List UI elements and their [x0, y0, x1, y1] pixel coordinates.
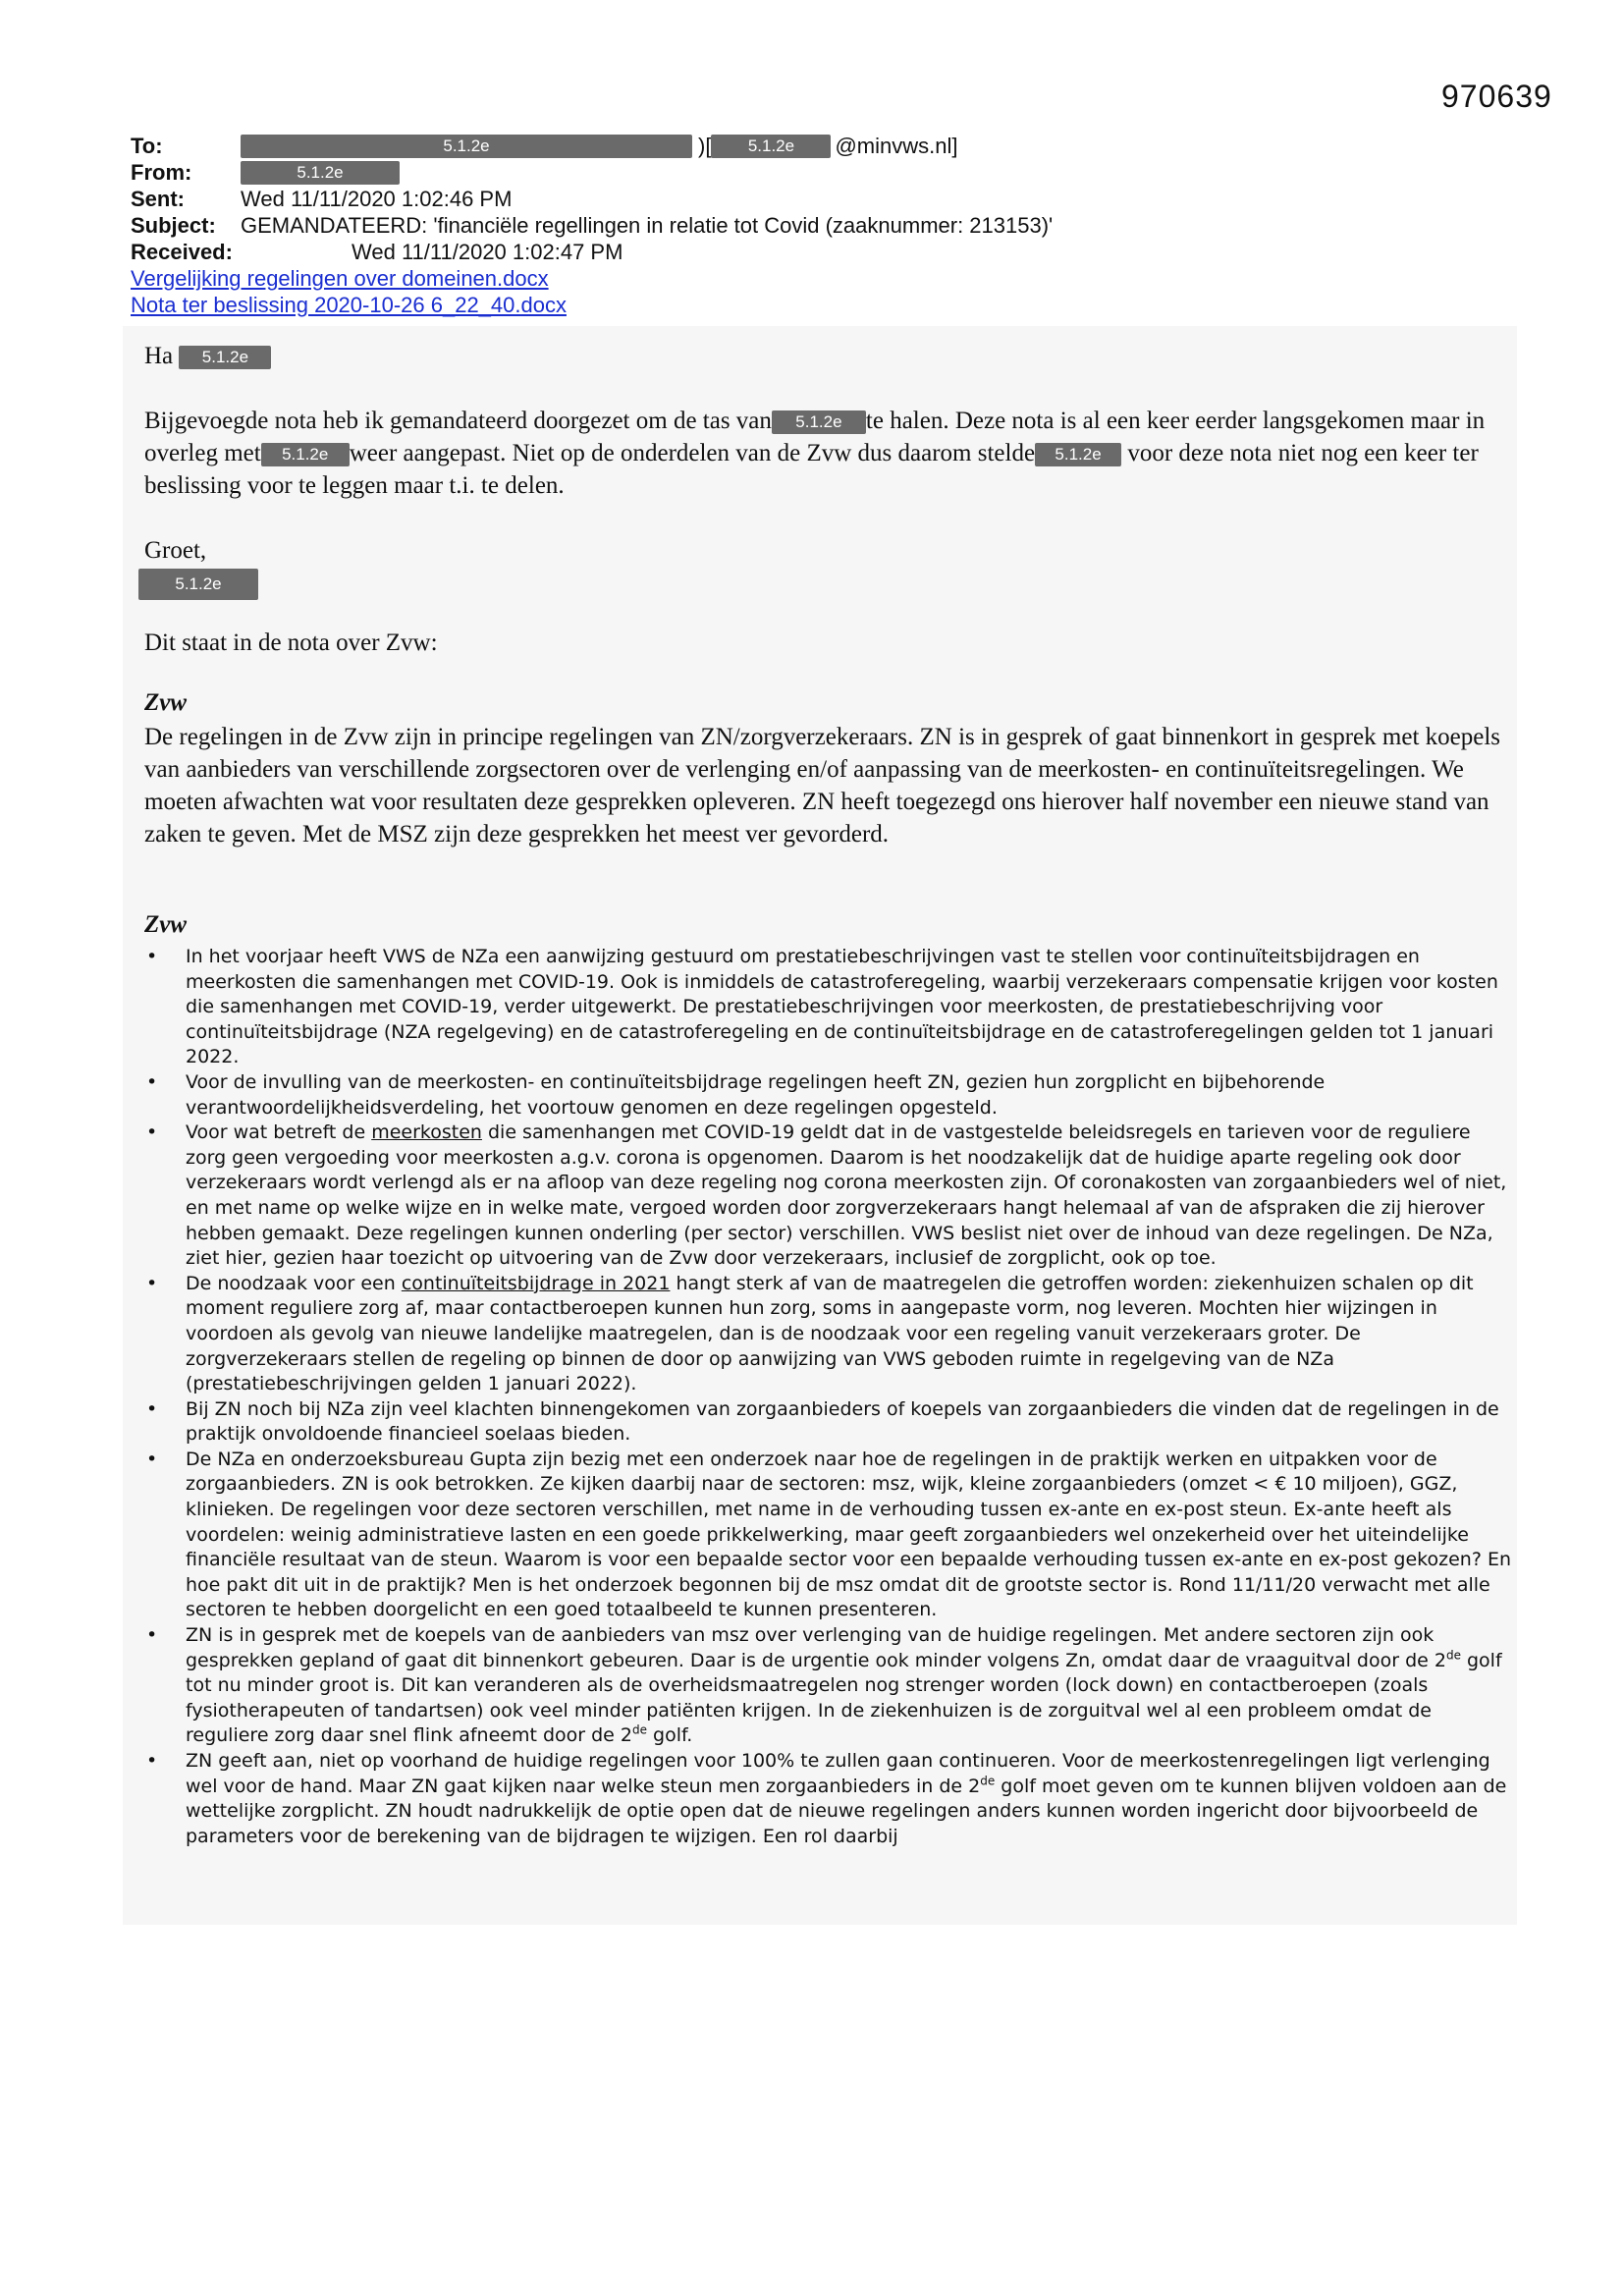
list-item: • Voor de invulling van de meerkosten- en continuïteitsbijdrage regelingen heeft ZN, gezien hun zorgplicht en bijbehorende verantwoordelijkheidsverdeling, het voortouw genomen en deze regelingen opgesteld.: [146, 1070, 1326, 1119]
list-item-text: hangt sterk af van de maatregelen die getroffen worden: ziekenhuizen schalen op dit moment reguliere zorg af, maar contactberoepen kunnen hun zorg, soms in aangepaste vorm, nog leveren. Mochten hier wijzingen in voordoen als gevolg van nieuwe landelijke maatregelen, dan is de noodzaak voor een regeling vanuit verzekeraars groter. De zorgverzekeraars stellen de regeling op binnen de door op aanwijzing van VWS geboden ruimte in regelgeving van de NZa (prestatiebeschrijvingen gelden 1 januari 2022).: [186, 1272, 1474, 1395]
list-item-text: ZN geeft aan, niet op voorhand de huidige regelingen voor 100% te zullen gaan continueren. Voor de meerkostenregelingen ligt verlenging wel voor de hand. Maar ZN gaat kijken naar welke steun men zorgaanbieders in de 2: [186, 1750, 1490, 1797]
underlined-term: continuïteitsbijdrage in 2021: [401, 1272, 671, 1294]
list-item-text: Voor de invulling van de meerkosten- en continuïteitsbijdrage regelingen heeft ZN, gezien hun zorgplicht en bijbehorende verantwoordelijkheidsverdeling, het voortouw genomen en deze regelingen opgesteld.: [186, 1070, 1326, 1119]
list-item: • Bij ZN noch bij NZa zijn veel klachten binnengekomen van zorgaanbieders of koepels van zorgaanbieders die vinden dat de regelingen in de praktijk onvoldoende financieel soelaas bieden.: [146, 1397, 1499, 1446]
section-title: Zvw: [144, 911, 188, 938]
received-value: Wed 11/11/2020 1:02:47 PM: [352, 240, 623, 264]
list-item-text: Bij ZN noch bij NZa zijn veel klachten binnengekomen van zorgaanbieders of koepels van zorgaanbieders die vinden dat de regelingen in de praktijk onvoldoende financieel soelaas bieden.: [186, 1397, 1499, 1446]
greeting-text: Ha: [144, 343, 174, 369]
subject-row: [131, 212, 1053, 239]
list-item-text: die samenhangen met COVID-19 geldt dat in de vastgestelde beleidsregels en tarieven voor de reguliere zorg geen vergoeding voor meerkosten a.g.v. corona is opgenomen. Daarom is het noodzakelijk dat de huidige aparte regeling ook door verzekeraars wordt verlengd als er na afloop van deze regeling nog corona meerkosten zijn. Of coronakosten van zorgaanbieders wel of niet, en met name op welke wijze en in welke mate, vergoed worden door zorgverzekeraars hangt helemaal af van de afspraken die zij hierover hebben gemaakt. Deze regelingen kunnen onderling (per sector) verschillen. VWS beslist niet over de inhoud van deze regelingen. De NZa, ziet hier, gezien haar toezicht op uitvoering van de Zvw door verzekeraars, inclusief de zorgplicht, ook op toe.: [186, 1121, 1507, 1270]
body-paragraph: [144, 405, 1507, 502]
list-item-text: Voor wat betreft de: [186, 1121, 372, 1144]
list-item: • ZN is in gesprek met de koepels van de aanbieders van msz over verlenging van de huidige regelingen. Met andere sectoren zijn ook gesprekken gepland of gaat dit binnenkort gebeuren. Daar is de urgentie ook minder volgens Zn, omdat daar de vraaguitval door de 2de golf tot nu minder groot is. Dit kan veranderen als de overheidsmaatregelen nog strenger worden (lock down) en contactberoepen (zoals fysiotherapeuten of tandartsen) ook veel minder patiënten krijgen. In de ziekenhuizen is de zorguitval wel al een probleem omdat de reguliere zorg daar snel flink afneemt door de 2de golf.: [146, 1624, 1502, 1747]
from-row: [131, 159, 1053, 186]
to-separator: )[: [698, 134, 712, 158]
list-item-text: De NZa en onderzoeksbureau Gupta zijn bezig met een onderzoek naar hoe de regelingen in de praktijk werken en uitpakken voor de zorgaanbieders. ZN is ook betrokken. Ze kijken daarbij naar de sectoren: msz, wijk, kleine zorgaanbieders (omzet < € 10 miljoen), GGZ, klinieken. De regelingen voor deze sectoren verschillen, met name in de verhouding tussen ex-ante en ex-post steun. Ex-ante heeft als voordelen: weinig administratieve lasten en een goede prikkelwerking, maar geeft zorgaanbieders wel onzekerheid over het uiteindelijke financiële resultaat van de steun. Waarom is voor een bepaalde sector voor een bepaalde verhouding tussen ex-ante en ex-post gekozen? En hoe pakt dit uit in de praktijk? Men is het onderzoek begonnen bij de msz omdat dit de grootste sector is. Rond 11/11/20 verwacht met alle sectoren te hebben doorgelicht en een goed totaalbeeld te kunnen presenteren.: [186, 1448, 1512, 1621]
sent-row: [131, 186, 1053, 212]
redaction-box: 5.1.2e: [1035, 443, 1121, 466]
paragraph-text: voor deze nota niet nog een keer ter beslissing voor te leggen maar t.i. te delen.: [144, 440, 1479, 499]
attachment-link[interactable]: Vergelijking regelingen over domeinen.docx: [131, 266, 549, 291]
greeting: [144, 340, 1507, 372]
paragraph-text: te halen. Deze nota is al een keer eerder langsgekomen maar in overleg met: [144, 408, 1486, 466]
received-label: Received:: [131, 240, 233, 264]
redaction-box: 5.1.2e: [711, 135, 831, 158]
redaction-box: 5.1.2e: [261, 443, 350, 466]
list-item-text: golf moet geven om te kunnen blijven voldoen aan de wettelijke zorgplicht. ZN houdt nadrukkelijk de optie open dat de nieuwe regelingen anders kunnen worden ingericht door bijvoorbeeld de parameters voor de berekening van de bijdragen te wijzigen. Een rol daarbij: [186, 1775, 1507, 1847]
subject-value: GEMANDATEERD: 'financiële regellingen in relatie tot Covid (zaaknummer: 213153)': [241, 213, 1054, 238]
sent-value: Wed 11/11/2020 1:02:46 PM: [241, 187, 513, 211]
to-row: [131, 133, 1053, 159]
paragraph-text: Bijgevoegde nota heb ik gemandateerd doorgezet om de tas van: [144, 408, 772, 434]
attachment-link[interactable]: Nota ter beslissing 2020-10-26 6_22_40.docx: [131, 293, 567, 317]
bullet-list: [144, 945, 1514, 1849]
ordinal-suffix: de: [980, 1774, 996, 1788]
redaction-box: 5.1.2e: [772, 410, 866, 434]
document-number: 970639: [1441, 79, 1552, 114]
to-domain: @minvws.nl]: [835, 134, 958, 158]
email-body: [123, 326, 1517, 1925]
list-item: • De noodzaak voor een continuïteitsbijdrage in 2021 hangt sterk af van de maatregelen die getroffen worden: ziekenhuizen schalen op dit moment reguliere zorg af, maar contactberoepen kunnen hun zorg, soms in aangepaste vorm, nog leveren. Mochten hier wijzingen in voordoen als gevolg van nieuwe landelijke maatregelen, dan is de noodzaak voor een regeling vanuit verzekeraars groter. De zorgverzekeraars stellen de regeling op binnen de door op aanwijzing van VWS geboden ruimte in regelgeving van de NZa (prestatiebeschrijvingen gelden 1 januari 2022).: [146, 1272, 1474, 1395]
redaction-box: 5.1.2e: [241, 161, 400, 185]
ordinal-suffix: de: [1445, 1648, 1461, 1663]
list-item: • Voor wat betreft de meerkosten die samenhangen met COVID-19 geldt dat in de vastgestelde beleidsregels en tarieven voor de reguliere zorg geen vergoeding voor meerkosten a.g.v. corona is opgenomen. Daarom is het noodzakelijk dat de huidige aparte regeling ook door verzekeraars wordt verlengd als er na afloop van deze regeling nog corona meerkosten zijn. Of coronakosten van zorgaanbieders wel of niet, en met name op welke wijze en in welke mate, vergoed worden door zorgverzekeraars hangt helemaal af van de afspraken die zij hierover hebben gemaakt. Deze regelingen kunnen onderling (per sector) verschillen. VWS beslist niet over de inhoud van deze regelingen. De NZa, ziet hier, gezien haar toezicht op uitvoering van de Zvw door verzekeraars, inclusief de zorgplicht, ook op toe.: [146, 1121, 1507, 1270]
redaction-box: 5.1.2e: [179, 346, 271, 369]
redaction-box: 5.1.2e: [241, 135, 692, 158]
list-item-text: ZN is in gesprek met de koepels van de aanbieders van msz over verlenging van de huidige regelingen. Met andere sectoren zijn ook gesprekken gepland of gaat dit binnenkort gebeuren. Daar is de urgentie ook minder volgens Zn, omdat daar de vraaguitval door de 2: [186, 1624, 1446, 1671]
zvw-paragraph: De regelingen in de Zvw zijn in principe regelingen van ZN/zorgverzekeraars. ZN is in gesprek of gaat binnenkort in gesprek met koepels van aanbieders van verschillende zorgsectoren over de verlenging en/of aanpassing van de meerkosten- en continuïteitsregelingen. We moeten afwachten wat voor resultaten deze gesprekken opleveren. ZN heeft toegezegd ons hierover half november een nieuwe stand van zaken te geven. Met de MSZ zijn deze gesprekken het meest ver gevorderd.: [144, 724, 1501, 847]
section-title: Zvw: [144, 689, 188, 716]
ordinal-suffix: de: [632, 1723, 647, 1738]
underlined-term: meerkosten: [371, 1121, 482, 1144]
subject-label: Subject:: [131, 213, 216, 238]
closing-text: Groet,: [144, 537, 207, 564]
paragraph-text: weer aangepast. Niet op de onderdelen van de Zvw dus daarom stelde: [349, 440, 1036, 466]
list-item-text: golf.: [647, 1724, 693, 1747]
sent-label: Sent:: [131, 187, 185, 211]
email-header: [131, 133, 1053, 318]
received-row: [131, 239, 1053, 265]
intro-line: Dit staat in de nota over Zvw:: [144, 629, 438, 656]
list-item: • De NZa en onderzoeksbureau Gupta zijn bezig met een onderzoek naar hoe de regelingen in de praktijk werken en uitpakken voor de zorgaanbieders. ZN is ook betrokken. Ze kijken daarbij naar de sectoren: msz, wijk, kleine zorgaanbieders (omzet < € 10 miljoen), GGZ, klinieken. De regelingen voor deze sectoren verschillen, met name in de verhouding tussen ex-ante en ex-post steun. Ex-ante heeft als voordelen: weinig administratieve lasten en een goede prikkelwerking, maar geeft zorgaanbieders wel onzekerheid over het uiteindelijke financiële resultaat van de steun. Waarom is voor een bepaalde sector voor een bepaalde verhouding tussen ex-ante en ex-post gekozen? En hoe pakt dit uit in de praktijk? Men is het onderzoek begonnen bij de msz omdat dit de grootste sector is. Rond 11/11/20 verwacht met alle sectoren te hebben doorgelicht en een goed totaalbeeld te kunnen presenteren.: [146, 1448, 1512, 1621]
to-label: To:: [131, 134, 163, 158]
list-item: • ZN geeft aan, niet op voorhand de huidige regelingen voor 100% te zullen gaan continueren. Voor de meerkostenregelingen ligt verlenging wel voor de hand. Maar ZN gaat kijken naar welke steun men zorgaanbieders in de 2de golf moet geven om te kunnen blijven voldoen aan de wettelijke zorgplicht. ZN houdt nadrukkelijk de optie open dat de nieuwe regelingen anders kunnen worden ingericht door bijvoorbeeld de parameters voor de berekening van de bijdragen te wijzigen. Een rol daarbij: [146, 1750, 1507, 1847]
list-item-text: golf tot nu minder groot is. Dit kan veranderen als de overheidsmaatregelen nog strenger worden (lock down) en contactberoepen (zoals fysiotherapeuten of tandartsen) ook veel minder patiënten krijgen. In de ziekenhuizen is de zorguitval wel al een probleem omdat de reguliere zorg daar snel flink afneemt door de 2: [186, 1649, 1502, 1747]
redaction-box: 5.1.2e: [138, 569, 258, 600]
list-item: • In het voorjaar heeft VWS de NZa een aanwijzing gestuurd om prestatiebeschrijvingen vast te stellen voor continuïteitsbijdragen en meerkosten die samenhangen met COVID-19. Ook is inmiddels de catastroferegeling, waarbij verzekeraars compensatie krijgen voor kosten die samenhangen met COVID-19, verder uitgewerkt. De prestatiebeschrijvingen voor meerkosten, de prestatiebeschrijving voor continuïteitsbijdrage (NZA regelgeving) en de catastroferegeling en de continuïteitsbijdrage en de catastroferegelingen gelden tot 1 januari 2022.: [146, 946, 1498, 1068]
list-item-text: In het voorjaar heeft VWS de NZa een aanwijzing gestuurd om prestatiebeschrijvingen vast te stellen voor continuïteitsbijdragen en meerkosten die samenhangen met COVID-19. Ook is inmiddels de catastroferegeling, waarbij verzekeraars compensatie krijgen voor kosten die samenhangen met COVID-19, verder uitgewerkt. De prestatiebeschrijvingen voor meerkosten, de prestatiebeschrijving voor continuïteitsbijdrage (NZA regelgeving) en de catastroferegeling en de continuïteitsbijdrage en de catastroferegelingen gelden tot 1 januari 2022.: [186, 946, 1498, 1068]
closing: [144, 534, 1507, 600]
list-item-text: De noodzaak voor een: [186, 1272, 402, 1294]
from-label: From:: [131, 160, 192, 185]
